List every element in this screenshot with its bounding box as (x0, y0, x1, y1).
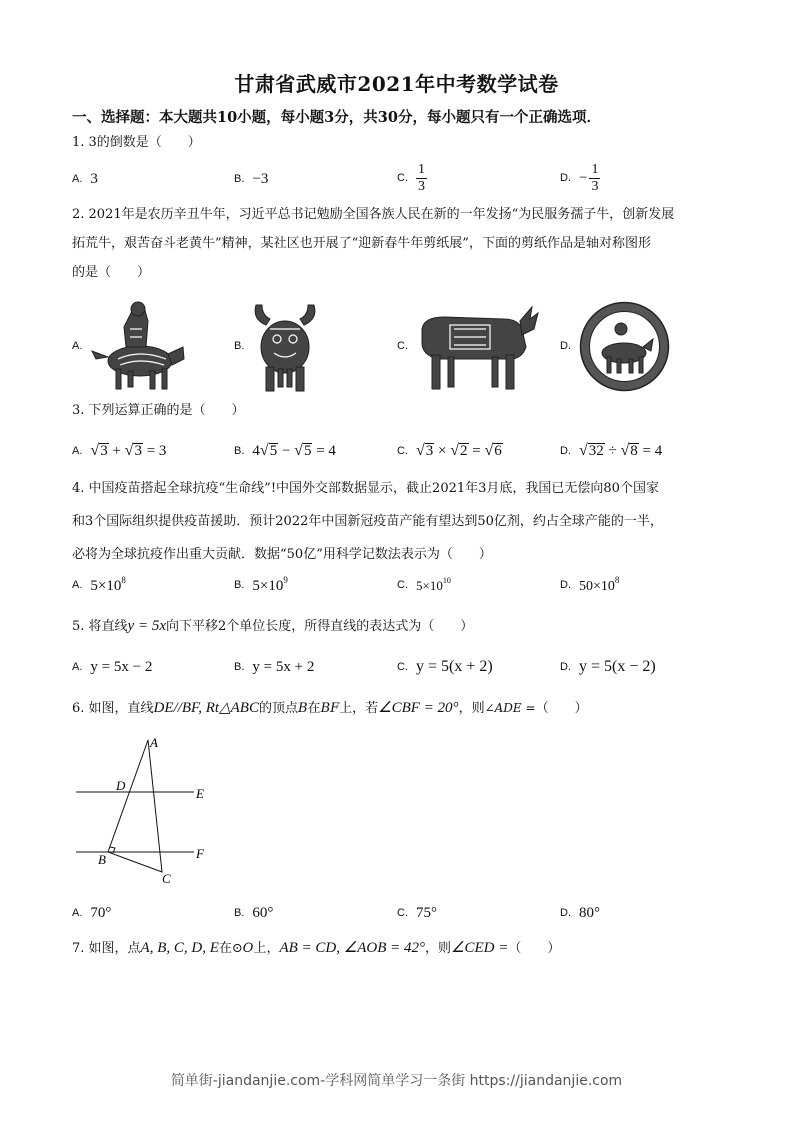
papercut-ox-front-image (250, 299, 320, 394)
triangle-parallel-lines-figure (72, 730, 222, 890)
q3-option-c[interactable]: C. √3 × √2 = √6 (397, 442, 502, 459)
q3-option-d[interactable]: D. √32 ÷ √8 = 4 (560, 442, 663, 459)
q1-option-a[interactable] (72, 164, 98, 194)
option-label: D. (560, 172, 571, 184)
section-heading: 一、选择题：本大题共10小题，每小题3分，共30分，每小题只有一个正确选项． (72, 109, 601, 126)
q3-option-a[interactable]: A. √3 + √3 = 3 (72, 442, 167, 459)
question-5-options (72, 652, 722, 682)
q6-option-a[interactable]: A. 70° (72, 904, 112, 921)
q4-option-a[interactable]: A. $5\times 10^8$ (72, 575, 126, 594)
q2-option-a[interactable]: A. (72, 292, 188, 400)
q4-option-d[interactable]: D. $50\times 10^8$ (560, 575, 620, 594)
fraction: $\frac{1}{3}$ (591, 161, 599, 194)
question-1-stem: 1. 3的倒数是（ ） (72, 135, 201, 150)
question-3-options (72, 436, 722, 466)
q5-option-a[interactable]: A. y = 5x − 2 (72, 658, 153, 675)
question-2-options (72, 292, 722, 400)
q4-option-b[interactable]: B. $5\times 10^9$ (234, 575, 288, 594)
q2-option-d[interactable]: D. (560, 292, 672, 400)
question-6-options (72, 898, 722, 928)
label-b: B (98, 852, 106, 867)
question-7-stem: 7. 如图，点A, B, C, D, E在⊙O上，AB = CD, ∠AOB = 42°，则∠CED =（ ） (72, 940, 561, 956)
papercut-ox-rider-image (88, 299, 188, 394)
papercut-ox-side-image (414, 299, 539, 394)
math-expression: √32 ÷ √8 = 4 (579, 442, 663, 459)
fraction: $\frac{1}{3}$ (418, 161, 425, 194)
question-5-stem: 5. 将直线y = 5x向下平移2个单位长度，所得直线的表达式为（ ） (72, 618, 474, 634)
q6-option-c[interactable]: C. 75° (397, 904, 437, 921)
label-d: D (116, 778, 126, 793)
option-label: C. (397, 172, 408, 184)
question-2-stem: 2. 2021年是农历辛丑牛年，习近平总书记勉励全国各族人民在新的一年发扬“为民服务孺子牛，创新发展 拓荒牛，艰苦奋斗老黄牛”精神，某社区也开展了“迎新春牛年剪纸展”，下面的剪纸作品是轴对称图形 的是（ ） (72, 207, 675, 280)
question-3-stem: 3. 下列运算正确的是（ ） (72, 403, 245, 418)
question-4-options (72, 570, 722, 600)
question-6-stem: 6. 如图，直线DE//BF, Rt△ABC的顶点B在BF上，若∠CBF = 20°，则∠ADE =（ ） (72, 700, 588, 716)
math-expression: √3 × √2 = √6 (416, 442, 502, 459)
label-e: E (196, 786, 204, 801)
question-4-stem: 4. 中国疫苗搭起全球抗疫“生命线”!中国外交部数据显示，截止2021年3月底，我国已无偿向80个国家 和3个国际组织提供疫苗援助．预计2022年中国新冠疫苗产能有望达到50亿剂，约占全球产能的一半， 必将为全球抗疫作出重大贡献．数据“50亿”用科学记数法表示为（ ） (72, 481, 663, 562)
q2-option-b[interactable]: B. (234, 292, 320, 400)
q2-option-c[interactable]: C. (397, 292, 539, 400)
math-expression: √3 + √3 = 3 (90, 442, 167, 459)
page-title: 甘肃省武威市2021年中考数学试卷 (234, 72, 559, 96)
option-value: −3 (252, 170, 269, 187)
question-1-options (72, 161, 722, 194)
q1-option-d[interactable]: D. − $\frac{1}{3}$ (560, 161, 599, 194)
q1-option-c[interactable] (397, 158, 427, 198)
option-label: B. (234, 173, 245, 185)
q6-option-d[interactable]: D. 80° (560, 904, 600, 921)
q5-option-b[interactable]: B. y = 5x + 2 (234, 658, 315, 675)
papercut-ox-circle-image (577, 299, 672, 394)
label-a: A (150, 735, 158, 750)
q1-option-b[interactable] (234, 164, 268, 194)
q4-option-c[interactable]: C. $5\times 10^{10}$ (397, 576, 451, 593)
q5-option-d[interactable]: D. y = 5(x − 2) (560, 658, 656, 675)
label-f: F (196, 846, 204, 861)
option-value: 3 (90, 170, 98, 187)
label-c: C (162, 871, 171, 886)
math-expression: 4√5 − √5 = 4 (252, 442, 336, 459)
q5-option-c[interactable]: C. y = 5(x + 2) (397, 658, 493, 675)
q6-option-b[interactable]: B. 60° (234, 904, 274, 921)
page-footer: 简单街-jiandanjie.com-学科网简单学习一条街 https://jiandanjie.com (170, 1073, 623, 1089)
option-label: A. (72, 173, 83, 185)
q3-option-b[interactable]: B. 4√5 − √5 = 4 (234, 442, 336, 459)
